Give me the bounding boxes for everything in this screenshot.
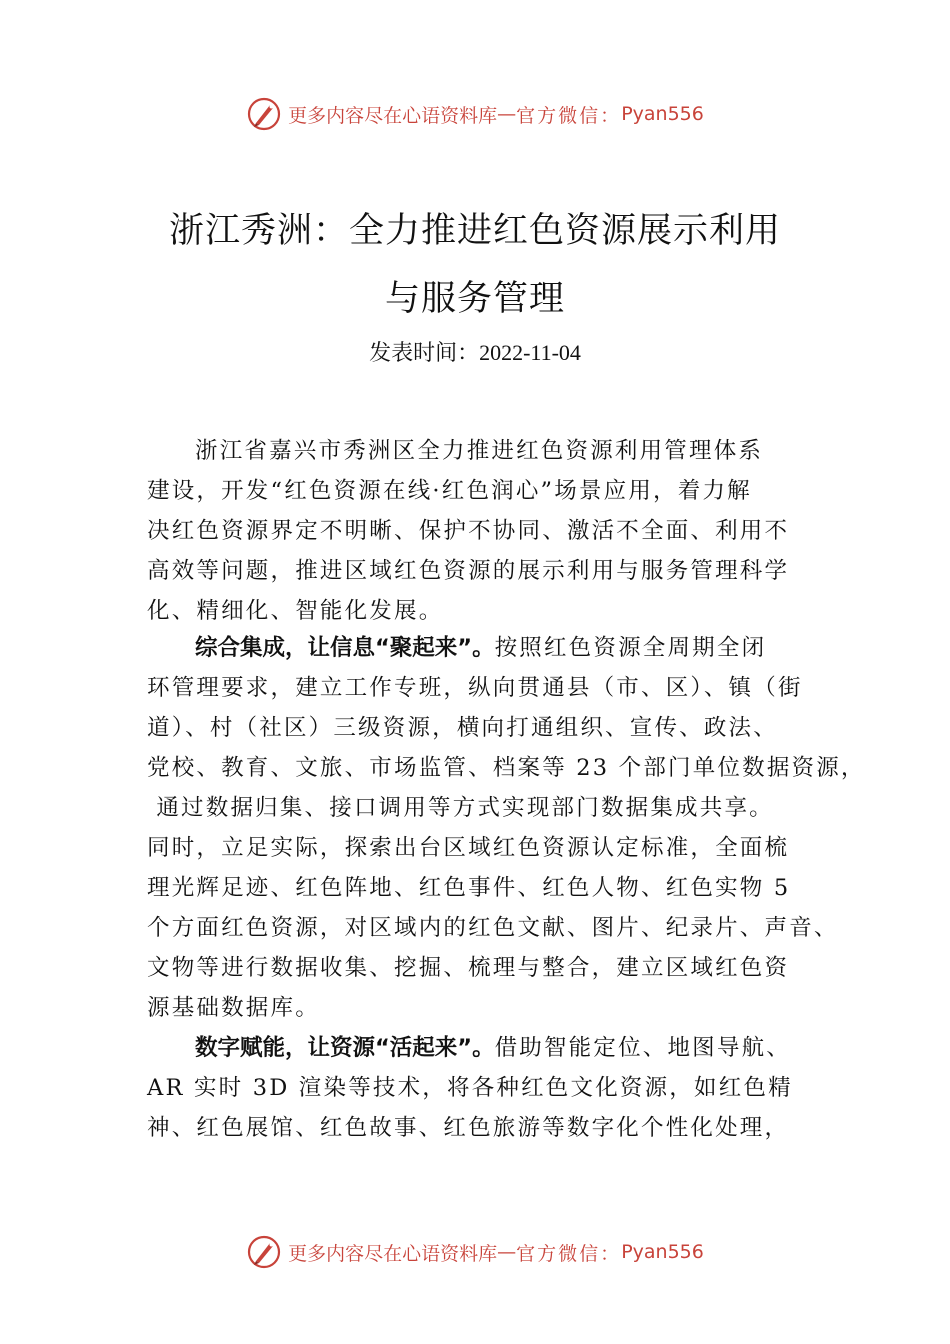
banner-brand: 更多内容尽在心语资料库 xyxy=(288,104,498,127)
publish-date-label: 发表时间： xyxy=(369,341,480,366)
paragraph-line: 源基础数据库。 xyxy=(147,995,320,1021)
publish-date-value: 2022-11-04 xyxy=(479,340,581,365)
paragraph-line: 高效等问题，推进区域红色资源的展示利用与服务管理科学 xyxy=(147,558,790,584)
paragraph-integration xyxy=(147,628,866,1028)
paragraph-line: 通过数据归集、接口调用等方式实现部门数据集成共享。 xyxy=(147,795,774,821)
paragraph-digital xyxy=(147,1028,807,1148)
paragraph-line: 浙江省嘉兴市秀洲区全力推进红色资源利用管理体系 xyxy=(195,438,764,464)
paragraph-line: 神、红色展馆、红色故事、红色旅游等数字化个性化处理， xyxy=(147,1115,790,1141)
banner-brand: 更多内容尽在心语资料库 xyxy=(288,1242,498,1265)
banner-separator: — xyxy=(497,103,517,125)
paragraph-line: 个方面红色资源，对区域内的红色文献、图片、纪录片、声音、 xyxy=(147,915,839,941)
paragraph-line: 决红色资源界定不明晰、保护不协同、激活不全面、利用不 xyxy=(147,518,790,544)
banner-wechat-id: Pyan556 xyxy=(621,103,704,125)
banner-wechat-id: Pyan556 xyxy=(621,1241,704,1263)
banner-wechat-label: 官方微信： xyxy=(516,104,622,127)
paragraph-line: 环管理要求，建立工作专班，纵向贯通县（市、区）、镇（街 xyxy=(147,675,803,701)
paragraph-first-line xyxy=(147,628,807,668)
article-title-line2: 与服务管理 xyxy=(384,279,565,319)
paragraph-line: AR 实时 3D 渲染等技术，将各种红色文化资源，如红色精 xyxy=(147,1075,793,1101)
paragraph-line-text: 借助智能定位、地图导航、 xyxy=(494,1035,791,1061)
banner-separator: — xyxy=(497,1241,517,1263)
paragraph-lead-heading: 数字赋能，让资源“活起来”。 xyxy=(195,1035,495,1061)
paragraph-lead-heading: 综合集成，让信息“聚起来”。 xyxy=(195,635,495,661)
pen-logo-icon xyxy=(246,1234,282,1270)
paragraph-line: 党校、教育、文旅、市场监管、档案等 23 个部门单位数据资源， xyxy=(147,755,866,781)
pen-logo-icon xyxy=(246,96,282,132)
paragraph-line: 建设，开发“红色资源在线·红色润心”场景应用，着力解 xyxy=(147,478,752,504)
header-banner xyxy=(0,96,950,132)
paragraph-line-text: 按照红色资源全周期全闭 xyxy=(494,635,767,661)
article-title-line1: 浙江秀洲：全力推进红色资源展示利用 xyxy=(168,211,781,251)
paragraph-line: 文物等进行数据收集、挖掘、梳理与整合，建立区域红色资 xyxy=(147,955,790,981)
footer-banner xyxy=(0,1234,950,1270)
publish-date xyxy=(0,336,950,367)
paragraph-intro xyxy=(147,431,807,631)
paragraph-first-line xyxy=(147,1028,807,1068)
paragraph-line: 理光辉足迹、红色阵地、红色事件、红色人物、红色实物 5 xyxy=(147,875,791,901)
paragraph-line: 同时，立足实际，探索出台区域红色资源认定标准，全面梳 xyxy=(147,835,790,861)
paragraph-line: 道）、村（社区）三级资源，横向打通组织、宣传、政法、 xyxy=(147,715,778,741)
paragraph-line: 化、精细化、智能化发展。 xyxy=(147,598,444,624)
banner-wechat-label: 官方微信： xyxy=(516,1242,622,1265)
